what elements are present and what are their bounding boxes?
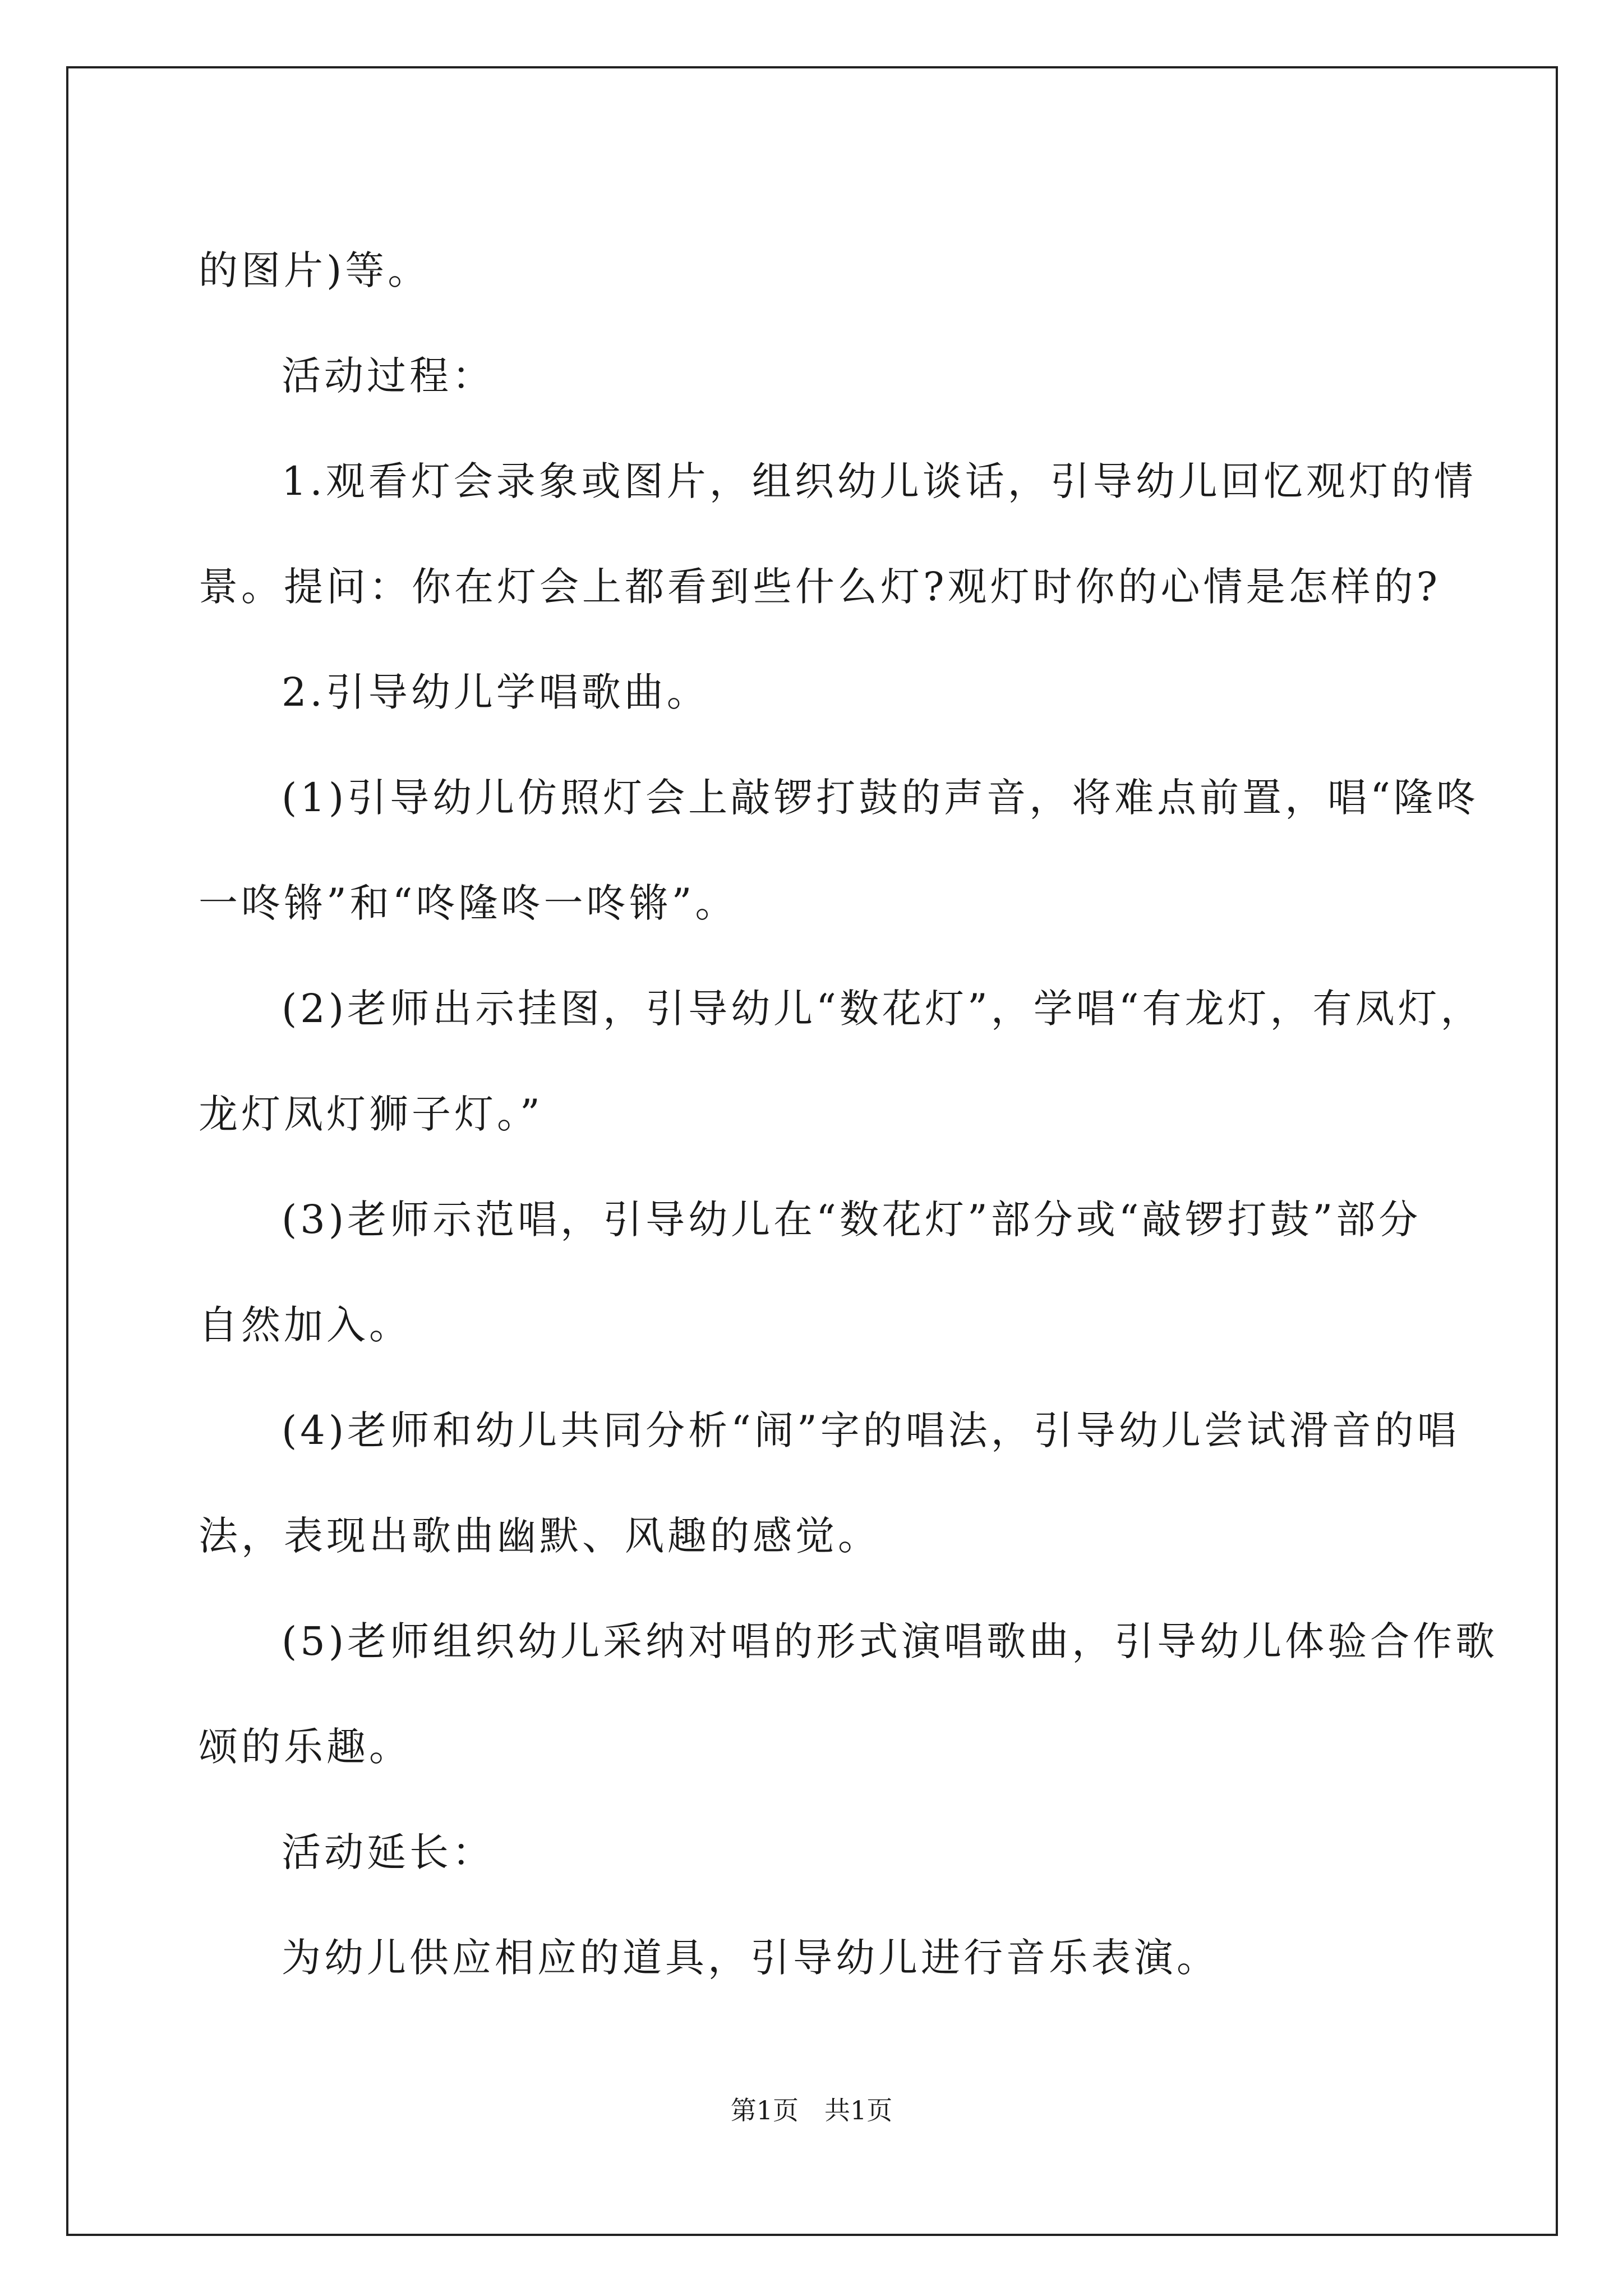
paragraph-line: 2.引导幼儿学唱歌曲。 xyxy=(282,669,709,715)
section-heading-extension: 活动延长： xyxy=(282,1829,495,1875)
paragraph-line: (3)老师示范唱，引导幼儿在“数花灯”部分或“敲锣打鼓”部分 xyxy=(282,1197,1422,1243)
paragraph-line: (4)老师和幼儿共同分析“闹”字的唱法，引导幼儿尝试滑音的唱 xyxy=(282,1407,1460,1453)
document-body xyxy=(199,218,1498,2010)
paragraph-line: 龙灯凤灯狮子灯。” xyxy=(199,1091,543,1137)
section-heading-process: 活动过程： xyxy=(282,353,495,399)
paragraph-line: (1)引导幼儿仿照灯会上敲锣打鼓的声音，将难点前置，唱“隆咚 xyxy=(282,775,1479,821)
paragraph-line: 一咚锵”和“咚隆咚一咚锵”。 xyxy=(199,880,738,926)
paragraph-line: (5)老师组织幼儿采纳对唱的形式演唱歌曲，引导幼儿体验合作歌 xyxy=(282,1618,1498,1664)
paragraph-line: 景。提问：你在灯会上都看到些什么灯?观灯时你的心情是怎样的? xyxy=(199,564,1441,610)
paragraph-line: 法，表现出歌曲幽默、风趣的感觉。 xyxy=(199,1513,880,1559)
paragraph-line: 的图片)等。 xyxy=(199,247,431,293)
paragraph-line: 1.观看灯会录象或图片，组织幼儿谈话，引导幼儿回忆观灯的情 xyxy=(282,458,1477,504)
paragraph-line: 为幼儿供应相应的道具，引导幼儿进行音乐表演。 xyxy=(282,1935,1219,1981)
page-footer: 第1页 共1页 xyxy=(730,2095,893,2125)
paragraph-line: (2)老师出示挂图，引导幼儿“数花灯”，学唱“有龙灯，有凤灯， xyxy=(282,986,1483,1032)
paragraph-line: 颂的乐趣。 xyxy=(199,1724,412,1770)
paragraph-line: 自然加入。 xyxy=(199,1302,412,1348)
